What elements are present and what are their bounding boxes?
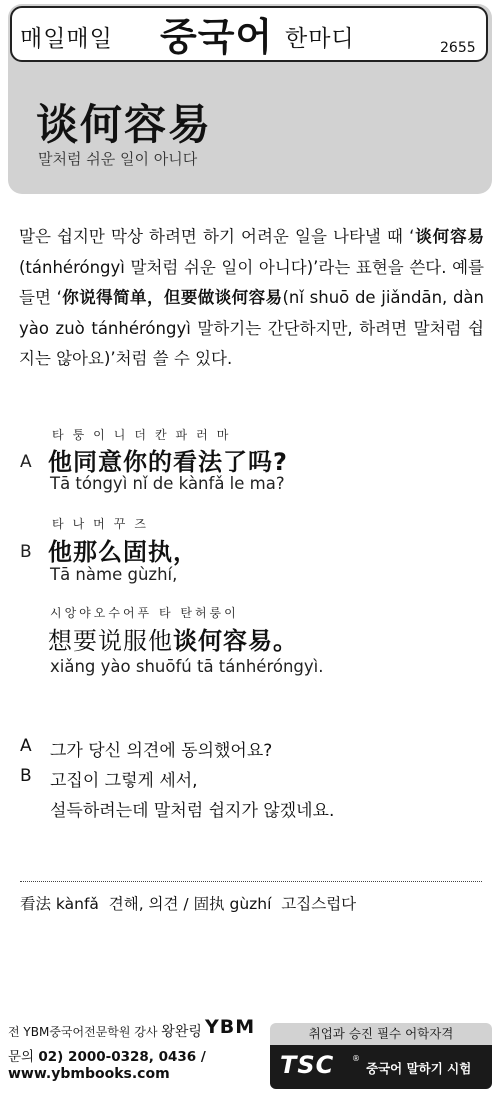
author-name: 왕완링 (161, 1024, 202, 1040)
explanation-example-bold: 你说得简单，但要做谈何容易 (61, 288, 283, 307)
series-title-part3: 한마디 (285, 26, 355, 52)
dialogue-line3-chinese-bold: 谈何容易。 (173, 627, 298, 655)
dialogue-speaker-a: A (20, 452, 32, 472)
vocab-divider (20, 881, 482, 882)
tsc-banner: 취업과 승진 필수 어학자격 (270, 1023, 492, 1045)
dialogue-line1-pinyin: Tā tóngyì nǐ de kànfǎ le ma? (50, 474, 285, 493)
contact-info (8, 1045, 206, 1065)
author-credit (8, 1021, 202, 1041)
dialogue-line3-chinese-plain: 想要说服他 (48, 627, 173, 655)
translation-line-b2: 설득하려는데 말처럼 쉽지가 않겠네요. (50, 801, 335, 821)
idiom-title: 谈何容易 (36, 100, 213, 149)
explanation-idiom-bold: 谈何容易 (414, 227, 484, 246)
dialogue-line2-pinyin: Tā nàme gùzhí, (50, 565, 178, 584)
series-title-part2: 중국어 (160, 15, 274, 59)
dialogue-speaker-b: B (20, 542, 32, 562)
dialogue-line3-chinese (48, 621, 298, 656)
idiom-meaning: 말처럼 쉬운 일이 아니다 (38, 150, 198, 168)
contact-number: 02) 2000-0328, 0436 / (38, 1049, 206, 1065)
tsc-logo: TSC (280, 1051, 335, 1079)
issue-number: 2655 (440, 40, 476, 56)
series-title-part1: 매일매일 (20, 26, 113, 52)
tsc-advertisement[interactable] (270, 1023, 492, 1089)
ybm-logo: YBM (205, 1016, 256, 1038)
dialogue-line3-pinyin: xiǎng yào shuōfú tā tánhéróngyì. (50, 657, 324, 676)
dialogue-line3-pronunciation: 시앙야오수어푸 타 탄허룽이 (50, 606, 239, 620)
translation-speaker-b: B (20, 766, 32, 786)
explanation-paragraph (19, 222, 484, 375)
website-link[interactable]: www.ybmbooks.com (8, 1066, 170, 1082)
dialogue-line2-pronunciation: 타나머꾸즈 (52, 517, 155, 531)
translation-line-a: 그가 당신 의견에 동의했어요? (50, 741, 273, 761)
dialogue-line1-pronunciation: 타퉁이니더칸파러마 (52, 428, 238, 442)
vocab-list: 看法 kànfǎ 견해, 의견 / 固执 gùzhí 고집스럽다 (20, 895, 357, 913)
contact-label: 문의 (8, 1049, 35, 1065)
explanation-text-3: (nǐ shuō de jiǎndān, dàn yào zuò tánhéróngyì 말하기는 간단하지만, 하려면 말처럼 쉽지는 않아요)’처럼 쓸 수 있다. (19, 288, 485, 368)
author-prefix: 전 YBM중국어전문학원 강사 (8, 1025, 158, 1039)
registered-mark-icon: ® (352, 1054, 360, 1063)
translation-speaker-a: A (20, 736, 32, 756)
tsc-panel (270, 1045, 492, 1089)
dialogue-line2-chinese: 他那么固执， (48, 538, 198, 566)
explanation-text-2: (tánhéróngyì 말처럼 쉬운 일이 아니다)’라는 표현을 쓴다. 예를 들면 ‘ (19, 257, 484, 307)
tsc-description: 중국어 말하기 시험 (366, 1061, 472, 1076)
translation-line-b1: 고집이 그렇게 세서, (50, 771, 198, 791)
dialogue-line1-chinese: 他同意你的看法了吗? (48, 448, 288, 476)
explanation-text-1: 말은 쉽지만 막상 하려면 하기 어려운 일을 나타낼 때 ‘ (19, 227, 415, 246)
